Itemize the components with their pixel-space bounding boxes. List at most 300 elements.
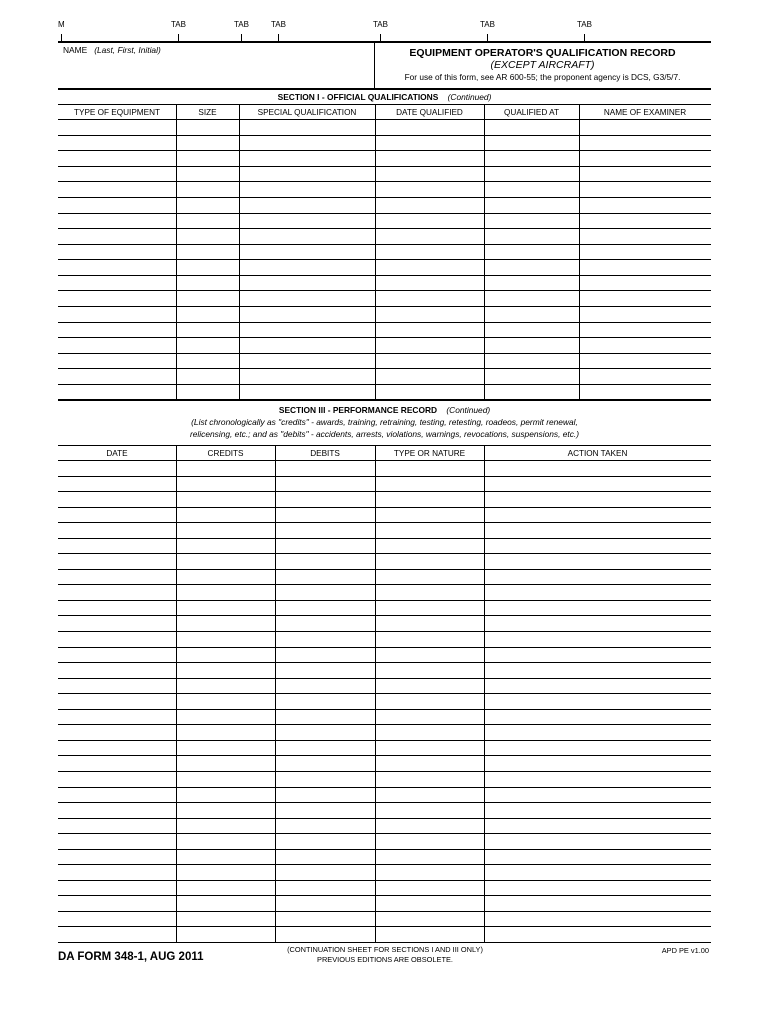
section1-top-rule [58, 88, 711, 90]
table-cell[interactable] [376, 291, 483, 305]
table-cell[interactable] [240, 198, 374, 212]
table-cell[interactable] [485, 136, 578, 150]
table-cell[interactable] [59, 354, 175, 368]
table-cell[interactable] [177, 260, 238, 274]
col-special-qualification: SPECIAL QUALIFICATION [257, 108, 357, 117]
footer-note-1: (CONTINUATION SHEET FOR SECTIONS I AND III ONLY) [287, 945, 483, 954]
form-version: APD PE v1.00 [661, 946, 709, 955]
table-cell[interactable] [177, 245, 238, 259]
table-cell[interactable] [376, 585, 483, 599]
table-cell[interactable] [580, 229, 710, 243]
table-cell[interactable] [59, 570, 175, 584]
table-cell[interactable] [485, 648, 710, 662]
table-cell[interactable] [276, 788, 374, 802]
table-cell[interactable] [376, 214, 483, 228]
tab-tick [584, 34, 585, 41]
table-cell[interactable] [240, 214, 374, 228]
table-cell[interactable] [177, 585, 274, 599]
table-cell[interactable] [59, 214, 175, 228]
section3-title: SECTION III - PERFORMANCE RECORD [278, 405, 438, 415]
col-debits: DEBITS [310, 449, 340, 458]
table-cell[interactable] [376, 616, 483, 630]
table-cell[interactable] [276, 461, 374, 475]
table-cell[interactable] [177, 694, 274, 708]
table-cell[interactable] [376, 663, 483, 677]
table-cell[interactable] [276, 570, 374, 584]
table-cell[interactable] [376, 477, 483, 491]
col-type-of-equipment: TYPE OF EQUIPMENT [74, 108, 160, 117]
form-title: EQUIPMENT OPERATOR'S QUALIFICATION RECORD [409, 47, 676, 59]
table-cell[interactable] [276, 912, 374, 926]
table-cell[interactable] [59, 477, 175, 491]
table-cell[interactable] [59, 369, 175, 383]
table-cell[interactable] [376, 803, 483, 817]
table-cell[interactable] [485, 663, 710, 677]
table-cell[interactable] [59, 881, 175, 895]
table-cell[interactable] [240, 260, 374, 274]
table-cell[interactable] [485, 477, 710, 491]
table-cell[interactable] [485, 632, 710, 646]
tab-tick [278, 34, 279, 41]
table-cell[interactable] [177, 570, 274, 584]
table-cell[interactable] [177, 927, 274, 941]
table-cell[interactable] [485, 834, 710, 848]
table-cell[interactable] [376, 694, 483, 708]
table-cell[interactable] [376, 710, 483, 724]
table-cell[interactable] [376, 648, 483, 662]
table-cell[interactable] [240, 120, 374, 134]
table-cell[interactable] [376, 756, 483, 770]
table-cell[interactable] [59, 539, 175, 553]
table-cell[interactable] [485, 616, 710, 630]
table-cell[interactable] [376, 276, 483, 290]
table-cell[interactable] [276, 741, 374, 755]
table-cell[interactable] [376, 338, 483, 352]
table-cell[interactable] [240, 338, 374, 352]
table-cell[interactable] [59, 508, 175, 522]
table-cell[interactable] [376, 601, 483, 615]
table-cell[interactable] [376, 120, 483, 134]
table-cell[interactable] [177, 554, 274, 568]
table-cell[interactable] [485, 167, 578, 181]
table-cell[interactable] [59, 461, 175, 475]
col-type-or-nature: TYPE OR NATURE [393, 449, 466, 458]
table-cell[interactable] [485, 772, 710, 786]
table-cell[interactable] [177, 291, 238, 305]
table-cell[interactable] [580, 307, 710, 321]
table-cell[interactable] [177, 492, 274, 506]
table-cell[interactable] [59, 151, 175, 165]
table-cell[interactable] [276, 539, 374, 553]
table-cell[interactable] [376, 725, 483, 739]
table-cell[interactable] [59, 182, 175, 196]
table-cell[interactable] [580, 198, 710, 212]
table-cell[interactable] [580, 323, 710, 337]
table-cell[interactable] [59, 725, 175, 739]
table-cell[interactable] [59, 167, 175, 181]
table-cell[interactable] [485, 214, 578, 228]
table-cell[interactable] [580, 354, 710, 368]
table-cell[interactable] [59, 492, 175, 506]
table-cell[interactable] [485, 508, 710, 522]
table-cell[interactable] [276, 523, 374, 537]
table-cell[interactable] [59, 756, 175, 770]
table-cell[interactable] [59, 694, 175, 708]
table-cell[interactable] [177, 896, 274, 910]
section1-heading [58, 92, 711, 102]
table-cell[interactable] [59, 120, 175, 134]
table-cell[interactable] [276, 710, 374, 724]
table-cell[interactable] [485, 492, 710, 506]
table-cell[interactable] [59, 260, 175, 274]
table-cell[interactable] [59, 679, 175, 693]
table-cell[interactable] [276, 694, 374, 708]
tab-label-3: TAB [271, 20, 286, 29]
table-cell[interactable] [59, 616, 175, 630]
table-cell[interactable] [276, 756, 374, 770]
table-cell[interactable] [240, 307, 374, 321]
table-cell[interactable] [485, 523, 710, 537]
table-cell[interactable] [177, 369, 238, 383]
table-cell[interactable] [240, 291, 374, 305]
table-cell[interactable] [580, 214, 710, 228]
table-cell[interactable] [485, 819, 710, 833]
tab-tick [487, 34, 488, 41]
table-cell[interactable] [59, 927, 175, 941]
table-cell[interactable] [177, 120, 238, 134]
table-cell[interactable] [376, 323, 483, 337]
col-date-qualified: DATE QUALIFIED [396, 108, 463, 117]
table-cell[interactable] [580, 182, 710, 196]
table-cell[interactable] [580, 120, 710, 134]
table-cell[interactable] [59, 850, 175, 864]
table-cell[interactable] [59, 585, 175, 599]
table-cell[interactable] [59, 741, 175, 755]
tab-label-2: TAB [234, 20, 249, 29]
table-cell[interactable] [177, 539, 274, 553]
table-cell[interactable] [376, 307, 483, 321]
table-cell[interactable] [177, 850, 274, 864]
table-cell[interactable] [580, 369, 710, 383]
table-cell[interactable] [376, 523, 483, 537]
table-cell[interactable] [59, 198, 175, 212]
col-qualified-at: QUALIFIED AT [504, 108, 559, 117]
table-cell[interactable] [376, 182, 483, 196]
table-cell[interactable] [240, 369, 374, 383]
name-field[interactable] [62, 58, 370, 86]
table-cell[interactable] [276, 585, 374, 599]
table-cell[interactable] [177, 803, 274, 817]
table-cell[interactable] [580, 291, 710, 305]
table-cell[interactable] [376, 912, 483, 926]
table-cell[interactable] [177, 477, 274, 491]
table-cell[interactable] [485, 601, 710, 615]
table-cell[interactable] [240, 323, 374, 337]
table-cell[interactable] [485, 865, 710, 879]
col-size: SIZE [198, 108, 217, 117]
table-cell[interactable] [240, 245, 374, 259]
table-cell[interactable] [376, 461, 483, 475]
form-id: DA FORM 348-1, AUG 2011 [58, 951, 204, 963]
table-cell[interactable] [376, 679, 483, 693]
table-cell[interactable] [59, 788, 175, 802]
table-cell[interactable] [59, 912, 175, 926]
table-cell[interactable] [376, 354, 483, 368]
table-cell[interactable] [59, 601, 175, 615]
table-cell[interactable] [580, 245, 710, 259]
table-cell[interactable] [177, 508, 274, 522]
table-cell[interactable] [240, 136, 374, 150]
table-cell[interactable] [59, 338, 175, 352]
table-cell[interactable] [376, 865, 483, 879]
table-cell[interactable] [177, 461, 274, 475]
col-date: DATE [106, 449, 128, 458]
table-cell[interactable] [485, 151, 578, 165]
table-cell[interactable] [177, 601, 274, 615]
table-cell[interactable] [177, 741, 274, 755]
table-cell[interactable] [485, 461, 710, 475]
table-cell[interactable] [376, 167, 483, 181]
table-cell[interactable] [376, 772, 483, 786]
section3-heading [58, 405, 711, 415]
section1-header-top [58, 104, 711, 105]
table-cell[interactable] [376, 539, 483, 553]
table-cell[interactable] [485, 260, 578, 274]
table-cell[interactable] [177, 756, 274, 770]
table-cell[interactable] [485, 756, 710, 770]
table-cell[interactable] [276, 865, 374, 879]
table-cell[interactable] [59, 819, 175, 833]
table-cell[interactable] [580, 136, 710, 150]
table-cell[interactable] [580, 151, 710, 165]
table-cell[interactable] [177, 354, 238, 368]
table-cell[interactable] [485, 338, 578, 352]
tab-label-1: TAB [171, 20, 186, 29]
table-cell[interactable] [177, 865, 274, 879]
tab-tick [61, 34, 62, 41]
form-usage-note: For use of this form, see AR 600-55; the proponent agency is DCS, G3/5/7. [404, 72, 681, 82]
table-cell[interactable] [59, 136, 175, 150]
table-cell[interactable] [177, 182, 238, 196]
table-cell[interactable] [376, 198, 483, 212]
table-cell[interactable] [59, 523, 175, 537]
table-cell[interactable] [580, 338, 710, 352]
table-cell[interactable] [276, 616, 374, 630]
table-cell[interactable] [485, 554, 710, 568]
table-cell[interactable] [485, 369, 578, 383]
table-cell[interactable] [580, 167, 710, 181]
table-cell[interactable] [485, 276, 578, 290]
table-cell[interactable] [376, 570, 483, 584]
name-field-label-group [63, 45, 161, 55]
table-cell[interactable] [177, 616, 274, 630]
table-cell[interactable] [485, 803, 710, 817]
table-cell[interactable] [177, 881, 274, 895]
table-cell[interactable] [580, 260, 710, 274]
table-cell[interactable] [376, 369, 483, 383]
table-cell[interactable] [240, 151, 374, 165]
table-cell[interactable] [177, 198, 238, 212]
table-cell[interactable] [177, 648, 274, 662]
col-credits: CREDITS [207, 449, 244, 458]
table-cell[interactable] [177, 788, 274, 802]
table-cell[interactable] [485, 679, 710, 693]
col-action-taken: ACTION TAKEN [567, 449, 628, 458]
table-cell[interactable] [177, 912, 274, 926]
table-cell[interactable] [485, 323, 578, 337]
table-cell[interactable] [276, 772, 374, 786]
table-cell[interactable] [177, 679, 274, 693]
table-cell[interactable] [376, 881, 483, 895]
section3-header-top [58, 445, 711, 446]
table-cell[interactable] [177, 151, 238, 165]
table-cell[interactable] [276, 819, 374, 833]
table-cell[interactable] [485, 927, 710, 941]
table-cell[interactable] [59, 245, 175, 259]
table-cell[interactable] [485, 354, 578, 368]
table-cell[interactable] [59, 772, 175, 786]
header-top-rule [58, 41, 711, 43]
table-cell[interactable] [177, 632, 274, 646]
table-cell[interactable] [59, 896, 175, 910]
table-cell[interactable] [59, 648, 175, 662]
table-cell[interactable] [59, 291, 175, 305]
table-cell[interactable] [240, 182, 374, 196]
table-cell[interactable] [59, 229, 175, 243]
table-cell[interactable] [276, 632, 374, 646]
table-cell[interactable] [376, 151, 483, 165]
table-cell[interactable] [177, 323, 238, 337]
table-cell[interactable] [177, 523, 274, 537]
table-cell[interactable] [276, 679, 374, 693]
table-cell[interactable] [376, 788, 483, 802]
table-cell[interactable] [276, 477, 374, 491]
table-cell[interactable] [59, 663, 175, 677]
table-cell[interactable] [485, 912, 710, 926]
table-cell[interactable] [276, 601, 374, 615]
table-cell[interactable] [485, 741, 710, 755]
table-cell[interactable] [485, 850, 710, 864]
table-cell[interactable] [485, 291, 578, 305]
table-cell[interactable] [485, 570, 710, 584]
table-cell[interactable] [485, 896, 710, 910]
table-cell[interactable] [59, 307, 175, 321]
table-cell[interactable] [59, 323, 175, 337]
table-cell[interactable] [580, 276, 710, 290]
table-cell[interactable] [276, 648, 374, 662]
table-cell[interactable] [376, 229, 483, 243]
table-cell[interactable] [376, 896, 483, 910]
tab-label-5: TAB [480, 20, 495, 29]
table-cell[interactable] [59, 710, 175, 724]
section3-continued: (Continued) [446, 405, 491, 415]
table-cell[interactable] [240, 276, 374, 290]
table-cell[interactable] [376, 245, 483, 259]
table-cell[interactable] [376, 850, 483, 864]
table-cell[interactable] [485, 198, 578, 212]
table-cell[interactable] [485, 881, 710, 895]
table-cell[interactable] [177, 307, 238, 321]
table-cell[interactable] [376, 632, 483, 646]
table-cell[interactable] [177, 136, 238, 150]
table-cell[interactable] [177, 338, 238, 352]
tab-tick [241, 34, 242, 41]
table-cell[interactable] [485, 182, 578, 196]
table-cell[interactable] [177, 214, 238, 228]
table-cell[interactable] [59, 276, 175, 290]
name-hint: (Last, First, Initial) [94, 45, 161, 55]
table-cell[interactable] [177, 276, 238, 290]
table-cell[interactable] [177, 167, 238, 181]
table-cell[interactable] [59, 834, 175, 848]
table-cell[interactable] [177, 772, 274, 786]
table-cell[interactable] [276, 834, 374, 848]
table-cell[interactable] [276, 663, 374, 677]
col-name-of-examiner: NAME OF EXAMINER [603, 108, 687, 117]
table-cell[interactable] [376, 260, 483, 274]
table-cell[interactable] [276, 927, 374, 941]
table-cell[interactable] [240, 229, 374, 243]
table-cell[interactable] [59, 632, 175, 646]
section3-top-rule [58, 399, 711, 401]
table-cell[interactable] [485, 694, 710, 708]
table-cell[interactable] [485, 120, 578, 134]
table-cell[interactable] [276, 803, 374, 817]
table-cell[interactable] [59, 803, 175, 817]
table-cell[interactable] [276, 850, 374, 864]
table-cell[interactable] [376, 834, 483, 848]
table-cell[interactable] [376, 492, 483, 506]
table-cell[interactable] [376, 741, 483, 755]
table-cell[interactable] [485, 725, 710, 739]
table-cell[interactable] [485, 710, 710, 724]
table-cell[interactable] [276, 554, 374, 568]
section1-title: SECTION I - OFFICIAL QUALIFICATIONS [277, 92, 439, 102]
table-cell[interactable] [177, 834, 274, 848]
table-cell[interactable] [59, 554, 175, 568]
table-cell[interactable] [177, 819, 274, 833]
name-label: NAME [63, 45, 88, 55]
table-cell[interactable] [376, 136, 483, 150]
table-cell[interactable] [376, 508, 483, 522]
table-cell[interactable] [485, 307, 578, 321]
table-cell[interactable] [276, 881, 374, 895]
tab-label-4: TAB [373, 20, 388, 29]
table-cell[interactable] [276, 896, 374, 910]
table-cell[interactable] [485, 585, 710, 599]
table-cell[interactable] [59, 865, 175, 879]
tab-label-m: M [58, 20, 65, 29]
table-cell[interactable] [177, 229, 238, 243]
table-cell[interactable] [485, 245, 578, 259]
table-cell[interactable] [376, 819, 483, 833]
table-cell[interactable] [177, 725, 274, 739]
table-row-rule [58, 942, 711, 943]
table-cell[interactable] [485, 788, 710, 802]
table-cell[interactable] [376, 554, 483, 568]
table-cell[interactable] [276, 492, 374, 506]
table-cell[interactable] [240, 167, 374, 181]
table-cell[interactable] [276, 725, 374, 739]
table-cell[interactable] [240, 354, 374, 368]
table-cell[interactable] [177, 663, 274, 677]
section3-instructions-2: relicensing, etc.; and as "debits" - accidents, arrests, violations, warnings, revocations, suspensions, etc.) [189, 429, 580, 439]
table-cell[interactable] [276, 508, 374, 522]
table-cell[interactable] [177, 710, 274, 724]
table-cell[interactable] [376, 927, 483, 941]
table-cell[interactable] [485, 229, 578, 243]
table-cell[interactable] [485, 539, 710, 553]
